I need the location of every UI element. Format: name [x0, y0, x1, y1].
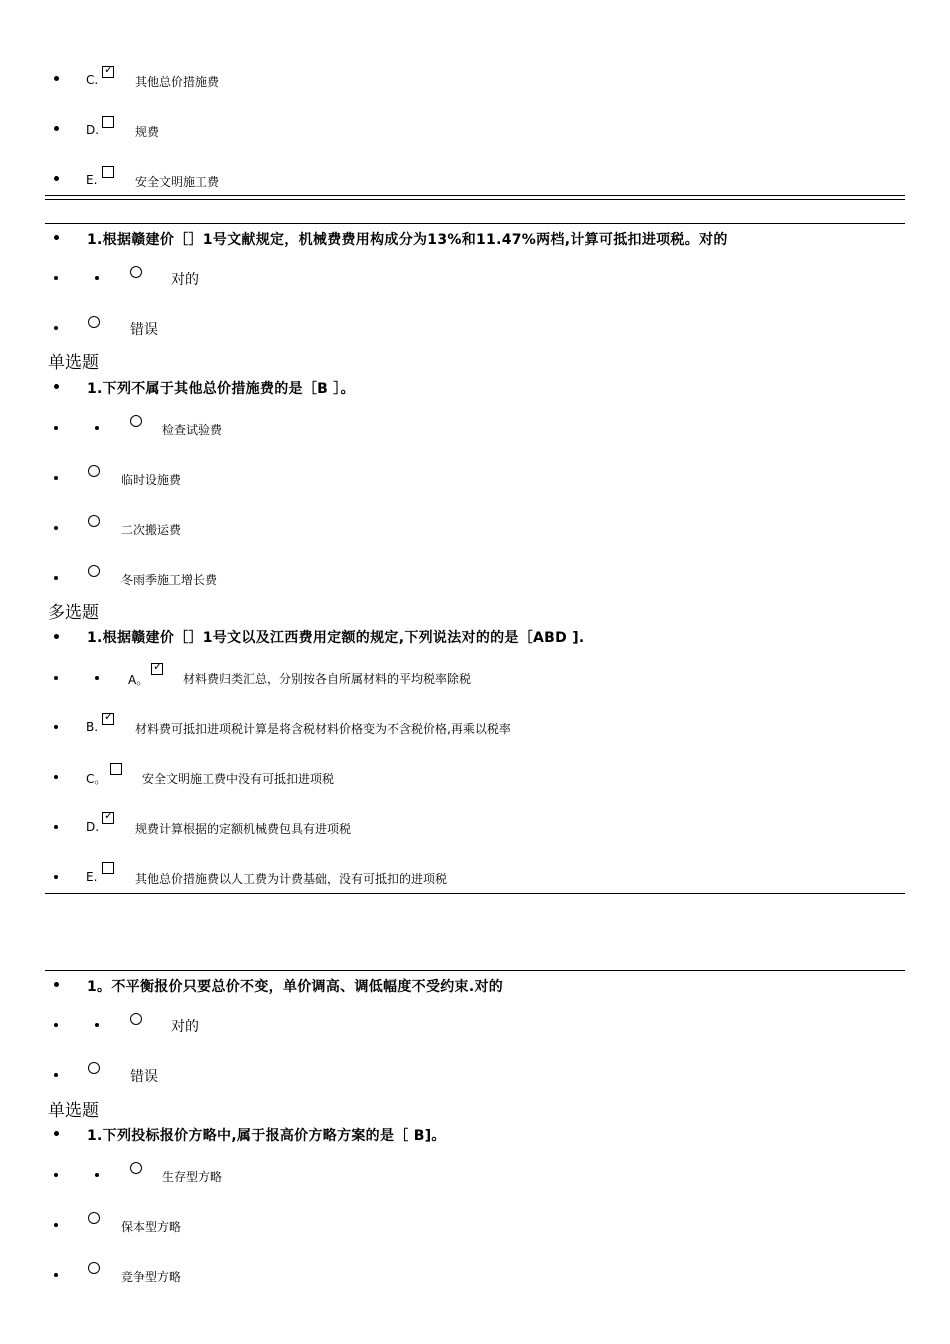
option-text: 保本型方略: [121, 1220, 182, 1234]
checkbox[interactable]: [102, 116, 114, 128]
bullet: [54, 276, 58, 280]
divider: [45, 893, 905, 894]
checkbox-checked[interactable]: [102, 809, 114, 824]
option-false-label: 错误: [130, 322, 158, 338]
option-text: 其他总价措施费: [135, 75, 220, 89]
radio-true[interactable]: [130, 1013, 142, 1025]
option-text: 材料费归类汇总，分别按各自所属材料的平均税率除税: [183, 672, 472, 686]
section-heading-single: 单选题: [48, 1101, 99, 1121]
bullet: [95, 426, 99, 430]
option-letter: B.: [86, 720, 99, 734]
option-letter: E.: [86, 870, 98, 884]
option-letter: D.: [86, 123, 100, 137]
radio-option[interactable]: [88, 515, 100, 527]
divider: [45, 223, 905, 224]
option-text: 检查试验费: [162, 423, 223, 437]
option-true-label: 对的: [171, 272, 199, 288]
checkmark-icon: ✓: [104, 63, 114, 76]
bullet: [54, 176, 59, 181]
bullet: [54, 825, 58, 829]
bullet: [54, 725, 58, 729]
question-text: 1。不平衡报价只要总价不变，单价调高、调低幅度不受约束.对的: [87, 979, 504, 995]
option-text: 规费计算根据的定额机械费包具有进项税: [135, 822, 352, 836]
bullet: [54, 326, 58, 330]
bullet: [95, 676, 99, 680]
section-heading-multi: 多选题: [48, 603, 99, 623]
radio-option[interactable]: [130, 1162, 142, 1174]
radio-option[interactable]: [130, 415, 142, 427]
radio-true[interactable]: [130, 266, 142, 278]
option-false-label: 错误: [130, 1069, 158, 1085]
checkbox[interactable]: [110, 763, 122, 775]
option-text: 安全文明施工费: [135, 175, 220, 189]
option-text: 其他总价措施费以人工费为计费基础，没有可抵扣的进项税: [135, 872, 448, 886]
option-letter: C。: [86, 772, 107, 786]
bullet: [54, 1173, 58, 1177]
bullet: [54, 126, 59, 131]
option-letter: D.: [86, 820, 100, 834]
bullet: [54, 1023, 58, 1027]
bullet: [54, 634, 59, 639]
checkmark-icon: ✓: [104, 710, 114, 723]
option-letter: C.: [86, 73, 99, 87]
bullet: [54, 1273, 58, 1277]
bullet: [54, 526, 58, 530]
question-text: 1.根据赣建价［］1号文以及江西费用定额的规定,下列说法对的的是［ABD ].: [87, 630, 585, 646]
checkmark-icon: ✓: [153, 660, 163, 673]
option-text: 二次搬运费: [121, 523, 182, 537]
question-text: 1.根据赣建价［］1号文献规定，机械费费用构成分为13%和11.47%两档,计算可抵扣进项税。对的: [87, 232, 728, 248]
bullet: [95, 276, 99, 280]
bullet: [95, 1023, 99, 1027]
radio-option[interactable]: [88, 1262, 100, 1274]
option-letter: E.: [86, 173, 98, 187]
divider: [45, 195, 905, 196]
bullet: [54, 426, 58, 430]
option-letter: A。: [128, 673, 149, 687]
bullet: [54, 576, 58, 580]
bullet: [54, 775, 58, 779]
option-text: 临时设施费: [121, 473, 182, 487]
checkmark-icon: ✓: [104, 809, 114, 822]
question-text: 1.下列投标报价方略中,属于报高价方略方案的是［ B]。: [87, 1128, 446, 1144]
question-text: 1.下列不属于其他总价措施费的是［B ］。: [87, 381, 355, 397]
bullet: [54, 76, 59, 81]
option-text: 安全文明施工费中没有可抵扣进项税: [142, 772, 335, 786]
checkbox[interactable]: [102, 166, 114, 178]
bullet: [54, 384, 59, 389]
bullet: [54, 676, 58, 680]
radio-option[interactable]: [88, 565, 100, 577]
bullet: [54, 235, 59, 240]
checkbox-checked[interactable]: [102, 63, 114, 78]
bullet: [95, 1173, 99, 1177]
radio-option[interactable]: [88, 1212, 100, 1224]
radio-false[interactable]: [88, 1062, 100, 1074]
bullet: [54, 1223, 58, 1227]
bullet: [54, 982, 59, 987]
option-text: 生存型方略: [162, 1170, 223, 1184]
section-heading-single: 单选题: [48, 353, 99, 373]
option-text: 冬雨季施工增长费: [121, 573, 218, 587]
divider: [45, 199, 905, 200]
option-text: 竞争型方略: [121, 1270, 182, 1284]
bullet: [54, 476, 58, 480]
checkbox-checked[interactable]: [102, 710, 114, 725]
option-text: 规费: [135, 125, 160, 139]
option-text: 材料费可抵扣进项税计算是将含税材料价格变为不含税价格,再乘以税率: [135, 722, 511, 736]
bullet: [54, 1073, 58, 1077]
radio-option[interactable]: [88, 465, 100, 477]
bullet: [54, 875, 58, 879]
divider: [45, 970, 905, 971]
checkbox-checked[interactable]: [151, 660, 163, 675]
option-true-label: 对的: [171, 1019, 199, 1035]
bullet: [54, 1131, 59, 1136]
checkbox[interactable]: [102, 862, 114, 874]
radio-false[interactable]: [88, 316, 100, 328]
